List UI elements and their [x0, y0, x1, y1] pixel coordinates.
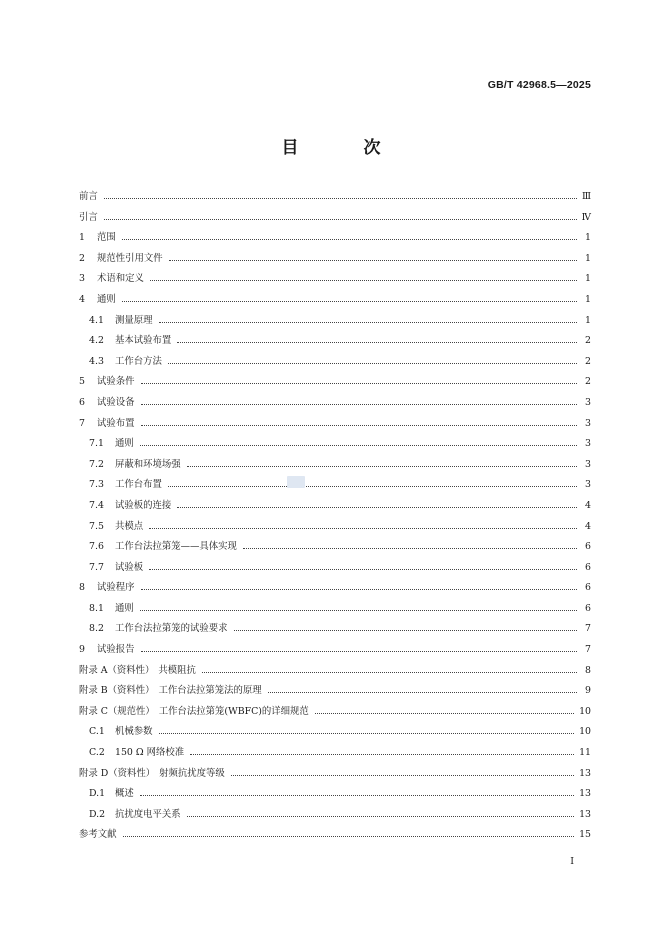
toc-entry[interactable] — [79, 600, 591, 621]
toc-entry-page: 15 — [579, 829, 591, 841]
toc-leader-dots — [187, 466, 577, 467]
toc-entry[interactable] — [79, 785, 591, 806]
page-title: 目 次 — [281, 138, 405, 158]
toc-leader-dots — [104, 219, 577, 220]
toc-entry-number: 7.5 — [89, 520, 104, 532]
toc-leader-dots — [168, 486, 577, 487]
toc-entry[interactable] — [79, 723, 591, 744]
toc-leader-dots — [243, 548, 577, 549]
toc-entry[interactable] — [79, 209, 591, 230]
toc-entry-number: 1 — [79, 232, 85, 244]
toc-entry-label: 基本试验布置 — [115, 335, 172, 347]
toc-leader-dots — [149, 569, 577, 570]
toc-entry-page: 11 — [579, 747, 591, 759]
toc-entry[interactable] — [79, 373, 591, 394]
toc-entry[interactable] — [79, 476, 591, 497]
toc-leader-dots — [177, 342, 577, 343]
toc-entry-label: 试验报告 — [97, 644, 135, 656]
toc-entry-number: 附录 D（资料性） — [79, 767, 156, 779]
toc-entry[interactable] — [79, 270, 591, 291]
toc-entry-number: 6 — [79, 396, 85, 408]
toc-entry[interactable] — [79, 826, 591, 847]
toc-entry-page: 3 — [585, 396, 591, 408]
toc-leader-dots — [168, 363, 577, 364]
toc-entry-number: 7.6 — [89, 541, 104, 553]
toc-entry-number: 8.1 — [89, 602, 104, 614]
toc-entry-page: 8 — [585, 664, 591, 676]
toc-entry[interactable] — [79, 291, 591, 312]
toc-entry[interactable] — [79, 538, 591, 559]
toc-entry-label: 工作台法拉第笼的试验要求 — [115, 623, 228, 635]
toc-leader-dots — [141, 404, 577, 405]
toc-entry-number: 附录 A（资料性） — [79, 664, 155, 676]
toc-entry-number: 9 — [79, 644, 85, 656]
toc-entry-label: 通则 — [97, 293, 116, 305]
toc-entry-number: 3 — [79, 273, 85, 285]
toc-entry-page: 13 — [579, 808, 591, 820]
toc-entry[interactable] — [79, 394, 591, 415]
toc-entry-number: 4.2 — [89, 335, 104, 347]
toc-entry[interactable] — [79, 229, 591, 250]
toc-entry-number: 7 — [79, 417, 85, 429]
toc-entry-number: 7.7 — [89, 561, 104, 573]
toc-entry[interactable] — [79, 518, 591, 539]
toc-entry-label: 参考文献 — [79, 829, 117, 841]
toc-entry-page: 6 — [585, 541, 591, 553]
toc-entry[interactable] — [79, 332, 591, 353]
toc-entry-label: 测量原理 — [115, 314, 153, 326]
toc-entry[interactable] — [79, 744, 591, 765]
toc-entry[interactable] — [79, 806, 591, 827]
toc-leader-dots — [123, 836, 575, 837]
toc-entry-number: C.1 — [89, 726, 105, 738]
toc-leader-dots — [177, 507, 577, 508]
toc-entry-number: 7.1 — [89, 438, 104, 450]
toc-entry-label: 通则 — [115, 438, 134, 450]
toc-leader-dots — [140, 445, 577, 446]
watermark-mark — [287, 476, 305, 488]
toc-entry-label: 试验布置 — [97, 417, 135, 429]
toc-leader-dots — [104, 198, 577, 199]
toc-leader-dots — [169, 260, 577, 261]
toc-entry-page: 1 — [585, 314, 591, 326]
toc-entry-page: 1 — [585, 252, 591, 264]
toc-entry-page: 9 — [585, 685, 591, 697]
toc-entry-label: 范围 — [97, 232, 116, 244]
toc-entry[interactable] — [79, 250, 591, 271]
toc-leader-dots — [231, 775, 574, 776]
toc-entry-page: 7 — [585, 644, 591, 656]
toc-entry-number: 2 — [79, 252, 85, 264]
toc-entry-page: 3 — [585, 458, 591, 470]
toc-entry-label: 前言 — [79, 191, 98, 202]
toc-entry-number: 7.4 — [89, 499, 104, 511]
toc-entry-label: 试验程序 — [97, 582, 135, 594]
toc-entry-number: 附录 C（规范性） — [79, 705, 155, 717]
toc-entry-page: 1 — [585, 232, 591, 244]
toc-entry-label: 术语和定义 — [97, 273, 144, 285]
toc-entry-number: 4 — [79, 293, 85, 305]
toc-leader-dots — [234, 630, 577, 631]
toc-entry-page: 6 — [585, 602, 591, 614]
toc-entry-page: 7 — [585, 623, 591, 635]
toc-entry-page: Ⅲ — [581, 191, 591, 202]
toc-entry-page: Ⅳ — [581, 211, 591, 223]
toc-entry[interactable] — [79, 312, 591, 333]
toc-entry-page: 10 — [579, 705, 591, 717]
page-number: I — [570, 856, 574, 867]
toc-entry[interactable] — [79, 765, 591, 786]
toc-leader-dots — [159, 322, 577, 323]
toc-entry[interactable] — [79, 662, 591, 683]
toc-leader-dots — [140, 795, 574, 796]
toc-entry[interactable] — [79, 188, 591, 209]
toc-leader-dots — [122, 301, 577, 302]
toc-entry-label: 规范性引用文件 — [97, 252, 163, 264]
toc-entry-page: 2 — [585, 376, 591, 388]
toc-entry-label: 工作台方法 — [115, 355, 162, 367]
toc-entry-number: D.2 — [89, 808, 106, 820]
toc-entry-label: 150 Ω 网络校准 — [115, 747, 185, 759]
toc-leader-dots — [141, 651, 577, 652]
toc-entry[interactable] — [79, 415, 591, 436]
toc-leader-dots — [149, 528, 577, 529]
toc-entry-number: 8 — [79, 582, 85, 594]
toc-entry-label: 通则 — [115, 602, 134, 614]
toc-entry-page: 3 — [585, 417, 591, 429]
toc-entry[interactable] — [79, 559, 591, 580]
toc-leader-dots — [315, 713, 574, 714]
toc-leader-dots — [202, 672, 577, 673]
toc-entry-page: 4 — [585, 520, 591, 532]
toc-entry-page: 6 — [585, 561, 591, 573]
table-of-contents — [79, 188, 591, 847]
toc-entry-label: 试验板的连接 — [115, 499, 172, 511]
toc-entry[interactable] — [79, 579, 591, 600]
toc-entry-page: 2 — [585, 355, 591, 367]
toc-entry-page: 13 — [579, 788, 591, 800]
toc-entry-number: C.2 — [89, 747, 105, 759]
toc-entry-label: 共模阻抗 — [158, 664, 196, 676]
toc-leader-dots — [150, 280, 577, 281]
toc-entry-number: 4.3 — [89, 355, 104, 367]
toc-entry-label: 试验设备 — [97, 396, 135, 408]
toc-entry[interactable] — [79, 353, 591, 374]
toc-leader-dots — [140, 610, 577, 611]
toc-leader-dots — [268, 692, 577, 693]
toc-entry-page: 1 — [585, 273, 591, 285]
toc-entry[interactable] — [79, 703, 591, 724]
toc-leader-dots — [187, 816, 574, 817]
toc-entry-label: 工作台法拉第笼法的原理 — [158, 685, 262, 697]
toc-entry-number: 5 — [79, 376, 85, 388]
toc-entry-page: 1 — [585, 293, 591, 305]
toc-entry-label: 工作台布置 — [115, 479, 162, 491]
toc-entry-label: 概述 — [115, 788, 134, 800]
toc-entry[interactable] — [79, 435, 591, 456]
toc-entry-label: 试验板 — [115, 561, 144, 573]
toc-entry[interactable] — [79, 641, 591, 662]
toc-entry-page: 4 — [585, 499, 591, 511]
toc-entry[interactable] — [79, 620, 591, 641]
toc-entry-label: 机械参数 — [115, 726, 153, 738]
toc-entry-number: 4.1 — [89, 314, 104, 326]
toc-leader-dots — [141, 383, 577, 384]
toc-entry-page: 6 — [585, 582, 591, 594]
toc-entry-number: 8.2 — [89, 623, 104, 635]
toc-entry-label: 工作台法拉第笼(WBFC)的详细规范 — [158, 705, 309, 717]
toc-entry-label: 屏蔽和环境场强 — [115, 458, 181, 470]
toc-entry-label: 工作台法拉第笼——具体实现 — [115, 541, 237, 553]
toc-entry-label: 引言 — [79, 211, 98, 223]
toc-leader-dots — [190, 754, 574, 755]
toc-entry-label: 射频抗扰度等级 — [159, 767, 225, 779]
toc-entry-page: 3 — [585, 438, 591, 450]
toc-entry[interactable] — [79, 682, 591, 703]
toc-entry-page: 2 — [585, 335, 591, 347]
toc-entry-page: 3 — [585, 479, 591, 491]
toc-leader-dots — [141, 425, 577, 426]
toc-entry[interactable] — [79, 497, 591, 518]
toc-entry[interactable] — [79, 456, 591, 477]
toc-entry-number: 附录 B（资料性） — [79, 685, 155, 697]
toc-entry-number: 7.3 — [89, 479, 104, 491]
toc-entry-label: 共模点 — [115, 520, 144, 532]
toc-entry-number: 7.2 — [89, 458, 104, 470]
toc-entry-number: D.1 — [89, 788, 106, 800]
toc-leader-dots — [141, 589, 577, 590]
standard-code: GB/T 42968.5—2025 — [487, 79, 591, 91]
toc-entry-page: 13 — [579, 767, 591, 779]
toc-leader-dots — [159, 733, 575, 734]
toc-entry-page: 10 — [579, 726, 591, 738]
toc-leader-dots — [122, 239, 577, 240]
toc-entry-label: 试验条件 — [97, 376, 135, 388]
toc-entry-label: 抗扰度电平关系 — [115, 808, 181, 820]
